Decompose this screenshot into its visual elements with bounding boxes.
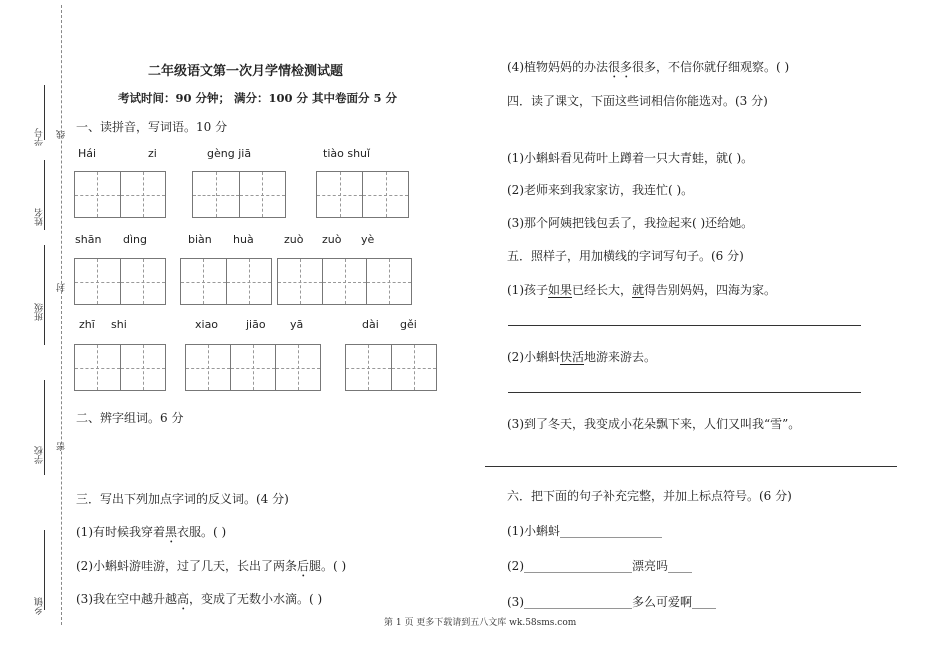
section1-title: 一、读拼音，写词语。10 分 bbox=[76, 120, 228, 134]
pinyin: gèng jiā bbox=[207, 147, 252, 160]
pinyin: huà bbox=[233, 233, 254, 246]
pinyin: jiāo bbox=[246, 318, 266, 331]
writing-grid[interactable] bbox=[74, 258, 166, 305]
example-sentence: (3)到了冬天，我变成小花朵飘下来，人们又叫我“雪”。 bbox=[507, 417, 801, 431]
pinyin: yā bbox=[290, 318, 304, 331]
pinyin: shān bbox=[75, 233, 102, 246]
writing-grid[interactable] bbox=[74, 171, 166, 218]
page-footer: 第 1 页 更多下载请到五八文库 wk.58sms.com bbox=[384, 618, 577, 628]
antonym-item: (4)植物妈妈的办法很多很多，不信你就仔细观察。( ) bbox=[507, 60, 790, 74]
secret-mark: 密 bbox=[57, 442, 67, 451]
section6-title: 六．把下面的句子补充完整，并加上标点符号。(6 分) bbox=[507, 489, 792, 503]
section4-title: 四．读了课文，下面这些词相信你能选对。(3 分) bbox=[507, 94, 768, 108]
school-label: 学校 bbox=[35, 446, 45, 464]
writing-grid[interactable] bbox=[74, 344, 166, 391]
answer-line[interactable] bbox=[508, 392, 861, 393]
pinyin: biàn bbox=[188, 233, 212, 246]
pinyin: dài bbox=[362, 318, 379, 331]
example-sentence: (1)孩子如果已经长大，就得告别妈妈，四海为家。 bbox=[507, 283, 777, 297]
pinyin: zuò bbox=[284, 233, 304, 246]
example-sentence: (2)小蝌蚪快活地游来游去。 bbox=[507, 350, 657, 364]
writing-grid[interactable] bbox=[277, 258, 412, 305]
completion-item[interactable]: (2)__________________漂亮吗____ bbox=[507, 559, 692, 573]
answer-line[interactable] bbox=[485, 466, 897, 467]
page-title: 二年级语文第一次月学情检测试题 bbox=[148, 64, 344, 79]
word-choice-item: (1)小蝌蚪看见荷叶上蹲着一只大青蛙，就( )。 bbox=[507, 151, 754, 165]
pinyin: dìng bbox=[123, 233, 147, 246]
section3-title: 三．写出下列加点字词的反义词。(4 分) bbox=[76, 492, 289, 506]
section2-title: 二、辨字组词。6 分 bbox=[76, 411, 184, 425]
antonym-item: (1)有时候我穿着黑衣服。( ) bbox=[76, 525, 227, 539]
answer-line[interactable] bbox=[508, 325, 861, 326]
pinyin: gěi bbox=[400, 318, 417, 331]
pinyin: yè bbox=[361, 233, 375, 246]
student-id-label: 学号 bbox=[35, 128, 45, 146]
pinyin: Hái bbox=[78, 147, 97, 160]
completion-item[interactable]: (3)__________________多么可爱啊____ bbox=[507, 595, 716, 609]
section5-title: 五．照样子，用加横线的字词写句子。(6 分) bbox=[507, 249, 744, 263]
completion-item[interactable]: (1)小蝌蚪_________________ bbox=[507, 524, 662, 538]
writing-grid[interactable] bbox=[185, 344, 321, 391]
seal-mark: 封 bbox=[57, 283, 67, 292]
class-label: 班级 bbox=[35, 303, 45, 321]
writing-grid[interactable] bbox=[345, 344, 437, 391]
writing-grid[interactable] bbox=[316, 171, 409, 218]
exam-info: 考试时间：90 分钟； 满分：100 分 其中卷面分 5 分 bbox=[118, 91, 398, 105]
name-label: 姓名 bbox=[35, 208, 45, 226]
antonym-item: (3)我在空中越升越高，变成了无数小水滴。( ) bbox=[76, 592, 323, 606]
antonym-item: (2)小蝌蚪游哇游，过了几天，长出了两条后腿。( ) bbox=[76, 559, 347, 573]
pinyin: zuò bbox=[322, 233, 342, 246]
binding-dashed-line bbox=[61, 5, 62, 625]
town-label: 乡镇 bbox=[35, 597, 45, 615]
pinyin: shi bbox=[111, 318, 127, 331]
pinyin: zhī bbox=[79, 318, 95, 331]
binding-rule bbox=[44, 245, 45, 345]
writing-grid[interactable] bbox=[192, 171, 286, 218]
word-choice-item: (2)老师来到我家家访，我连忙( )。 bbox=[507, 183, 694, 197]
line-mark: 线 bbox=[57, 130, 67, 139]
pinyin: xiao bbox=[195, 318, 219, 331]
word-choice-item: (3)那个阿姨把钱包丢了，我捡起来( )还给她。 bbox=[507, 216, 754, 230]
pinyin: tiào shuǐ bbox=[323, 147, 371, 160]
pinyin: zi bbox=[148, 147, 157, 160]
writing-grid[interactable] bbox=[180, 258, 272, 305]
